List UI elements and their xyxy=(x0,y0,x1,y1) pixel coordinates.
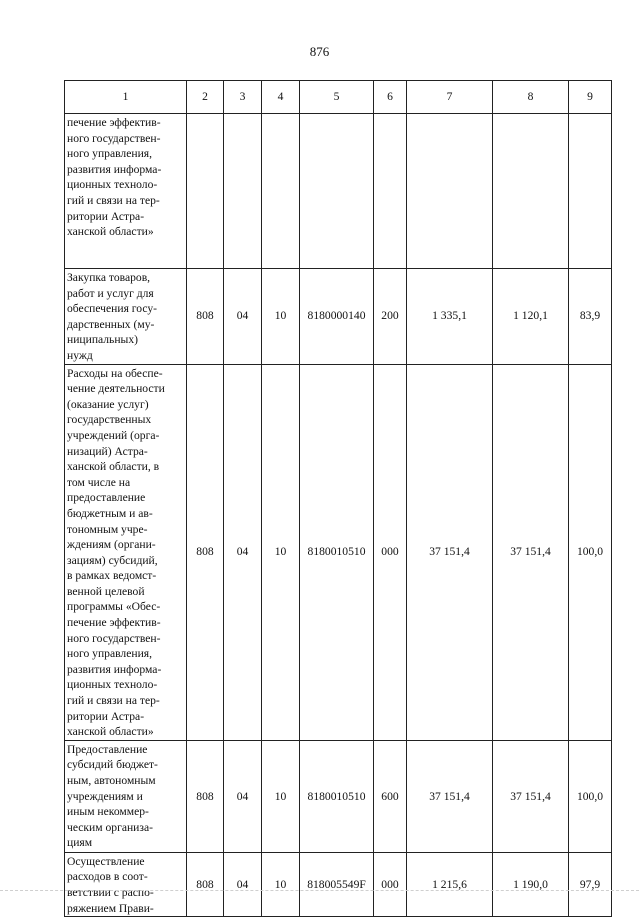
description-line: развития информа- xyxy=(67,162,162,176)
cell-plan: 1 335,1 xyxy=(407,269,493,365)
description-line: гий и связи на тер- xyxy=(67,694,160,708)
description-line: Расходы на обеспе- xyxy=(67,366,163,380)
cell-plan xyxy=(407,114,493,269)
description-line: ниципальных) xyxy=(67,333,138,347)
cell-section: 04 xyxy=(224,852,262,916)
description-line: печение эффектив- xyxy=(67,116,161,129)
cell-section: 04 xyxy=(224,364,262,740)
cell-plan: 1 215,6 xyxy=(407,852,493,916)
cell-expense-type: 000 xyxy=(374,852,407,916)
description-line: ционных техноло- xyxy=(67,678,158,692)
page-number: 876 xyxy=(309,44,330,59)
cell-plan: 37 151,4 xyxy=(407,364,493,740)
cell-subsection: 10 xyxy=(262,740,300,852)
description-line: ритории Астра- xyxy=(67,209,145,223)
cell-actual: 1 190,0 xyxy=(493,852,569,916)
description-line: ханской области» xyxy=(67,725,154,739)
description-line: ческим организа- xyxy=(67,820,153,834)
cell-target-article: 8180000140 xyxy=(300,269,374,365)
description-line: бюджетным и ав- xyxy=(67,506,153,520)
description-line: ным, автономным xyxy=(67,774,156,787)
description-line: государственных xyxy=(67,413,152,427)
description-line: Закупка товаров, xyxy=(67,271,151,284)
cell-section: 04 xyxy=(224,269,262,365)
description-line: иным некоммер- xyxy=(67,805,149,819)
table-row xyxy=(65,852,612,916)
table-row xyxy=(65,269,612,365)
description-line: чение деятельности xyxy=(67,382,165,396)
scan-artifact-line xyxy=(0,890,639,891)
description-line: (оказание услуг) xyxy=(67,397,149,411)
description-line: учреждениям и xyxy=(67,789,143,803)
description-line: гий и связи на тер- xyxy=(67,193,160,207)
cell-percent xyxy=(569,114,612,269)
description-line: работ и услуг для xyxy=(67,286,154,300)
description-line: ждениям (органи- xyxy=(67,538,156,552)
cell-ministry xyxy=(187,114,224,269)
header-cell-7: 7 xyxy=(407,81,493,114)
description-line: ритории Астра- xyxy=(67,709,145,723)
description-line: ряжением Прави- xyxy=(67,901,154,915)
cell-percent: 97,9 xyxy=(569,852,612,916)
cell-subsection: 10 xyxy=(262,852,300,916)
cell-expense-type: 600 xyxy=(374,740,407,852)
row-description xyxy=(65,114,187,269)
description-line: дарственных (му- xyxy=(67,317,155,331)
description-line: расходов в соот- xyxy=(67,870,148,884)
description-line: ного государствен- xyxy=(67,131,161,145)
table-row xyxy=(65,114,612,269)
table-row xyxy=(65,740,612,852)
description-line: развития информа- xyxy=(67,662,162,676)
header-cell-2: 2 xyxy=(187,81,224,114)
description-line: тономным учре- xyxy=(67,522,148,536)
cell-target-article xyxy=(300,114,374,269)
description-line: зациям) субсидий, xyxy=(67,553,158,567)
cell-expense-type xyxy=(374,114,407,269)
description-line: нужд xyxy=(67,348,93,362)
description-line: субсидий бюджет- xyxy=(67,758,158,772)
cell-ministry: 808 xyxy=(187,364,224,740)
description-line: обеспечения госу- xyxy=(67,302,158,316)
description-line: низаций) Астра- xyxy=(67,444,148,458)
cell-plan: 37 151,4 xyxy=(407,740,493,852)
description-line: ханской области» xyxy=(67,225,154,239)
row-description xyxy=(65,740,187,852)
cell-actual xyxy=(493,114,569,269)
header-cell-6: 6 xyxy=(374,81,407,114)
description-line: ного управления, xyxy=(67,147,152,161)
header-cell-4: 4 xyxy=(262,81,300,114)
cell-expense-type: 200 xyxy=(374,269,407,365)
table-row xyxy=(65,364,612,740)
cell-section: 04 xyxy=(224,740,262,852)
row-description xyxy=(65,269,187,365)
header-cell-5: 5 xyxy=(300,81,374,114)
description-line: ханской области, в xyxy=(67,460,160,474)
cell-actual: 37 151,4 xyxy=(493,740,569,852)
description-line: том числе на xyxy=(67,475,131,489)
table-header-row xyxy=(65,81,612,114)
description-line: циям xyxy=(67,836,93,850)
description-line: венной целевой xyxy=(67,584,145,598)
header-cell-1: 1 xyxy=(65,81,187,114)
description-line: ного государствен- xyxy=(67,631,161,645)
cell-subsection xyxy=(262,114,300,269)
cell-target-article: 8180010510 xyxy=(300,364,374,740)
cell-percent: 100,0 xyxy=(569,740,612,852)
cell-target-article: 818005549F xyxy=(300,852,374,916)
row-description xyxy=(65,364,187,740)
cell-expense-type: 000 xyxy=(374,364,407,740)
cell-subsection: 10 xyxy=(262,269,300,365)
cell-section xyxy=(224,114,262,269)
cell-actual: 1 120,1 xyxy=(493,269,569,365)
row-description xyxy=(65,852,187,916)
description-line: Предоставление xyxy=(67,742,148,756)
description-line: учреждений (орга- xyxy=(67,428,160,442)
description-line: ного управления, xyxy=(67,647,152,661)
description-line: ционных техноло- xyxy=(67,178,158,192)
description-line: программы «Обес- xyxy=(67,600,161,614)
header-cell-8: 8 xyxy=(493,81,569,114)
cell-ministry: 808 xyxy=(187,269,224,365)
cell-percent: 100,0 xyxy=(569,364,612,740)
description-line: в рамках ведомст- xyxy=(67,569,157,583)
description-line: ветствии с распо- xyxy=(67,886,154,899)
description-line: предоставление xyxy=(67,491,146,505)
cell-target-article: 8180010510 xyxy=(300,740,374,852)
cell-subsection: 10 xyxy=(262,364,300,740)
header-cell-3: 3 xyxy=(224,81,262,114)
cell-ministry: 808 xyxy=(187,852,224,916)
cell-actual: 37 151,4 xyxy=(493,364,569,740)
description-line: печение эффектив- xyxy=(67,616,161,630)
budget-table xyxy=(64,80,612,917)
description-line: Осуществление xyxy=(67,854,145,868)
cell-percent: 83,9 xyxy=(569,269,612,365)
header-cell-9: 9 xyxy=(569,81,612,114)
cell-ministry: 808 xyxy=(187,740,224,852)
